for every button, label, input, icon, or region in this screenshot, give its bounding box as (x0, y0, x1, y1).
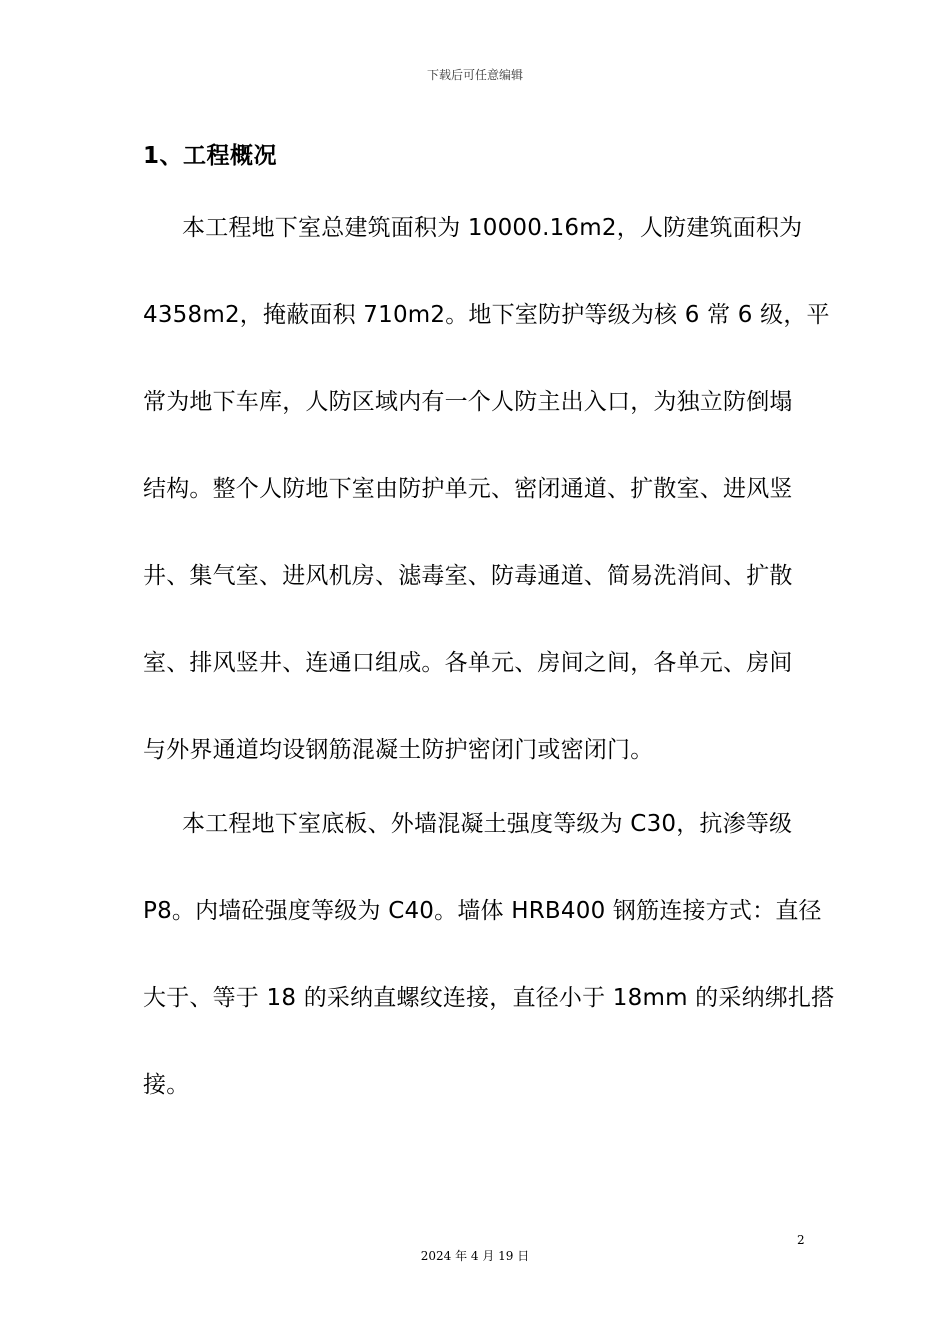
paragraph-line: 室、排风竖井、连通口组成。各单元、房间之间，各单元、房间 (143, 650, 793, 676)
section-title: 1、工程概况 (143, 143, 278, 169)
paragraph-line: 井、集气室、进风机房、滤毒室、防毒通道、简易洗消间、扩散 (143, 563, 793, 589)
paragraph-line: 结构。整个人防地下室由防护单元、密闭通道、扩散室、进风竖 (143, 476, 793, 502)
paragraph-line: 大于、等于 18 的采纳直螺纹连接，直径小于 18mm 的采纳绑扎搭 (143, 985, 835, 1011)
paragraph-line: 本工程地下室总建筑面积为 10000.16m2，人防建筑面积为 (182, 215, 803, 241)
page-number: 2 (797, 1233, 805, 1247)
footer-date: 2024 年 4 月 19 日 (420, 1249, 530, 1263)
paragraph-line: 本工程地下室底板、外墙混凝土强度等级为 C30，抗渗等级 (182, 811, 793, 837)
paragraph-line: 与外界通道均设钢筋混凝土防护密闭门或密闭门。 (143, 737, 654, 763)
page-header: 下载后可任意编辑 (426, 68, 523, 82)
paragraph-line: P8。内墙砼强度等级为 C40。墙体 HRB400 钢筋连接方式：直径 (143, 898, 822, 924)
paragraph-line: 4358m2，掩蔽面积 710m2。地下室防护等级为核 6 常 6 级，平 (143, 302, 830, 328)
paragraph-line: 常为地下车库，人防区域内有一个人防主出入口，为独立防倒塌 (143, 389, 793, 415)
paragraph-line: 接。 (143, 1072, 190, 1098)
